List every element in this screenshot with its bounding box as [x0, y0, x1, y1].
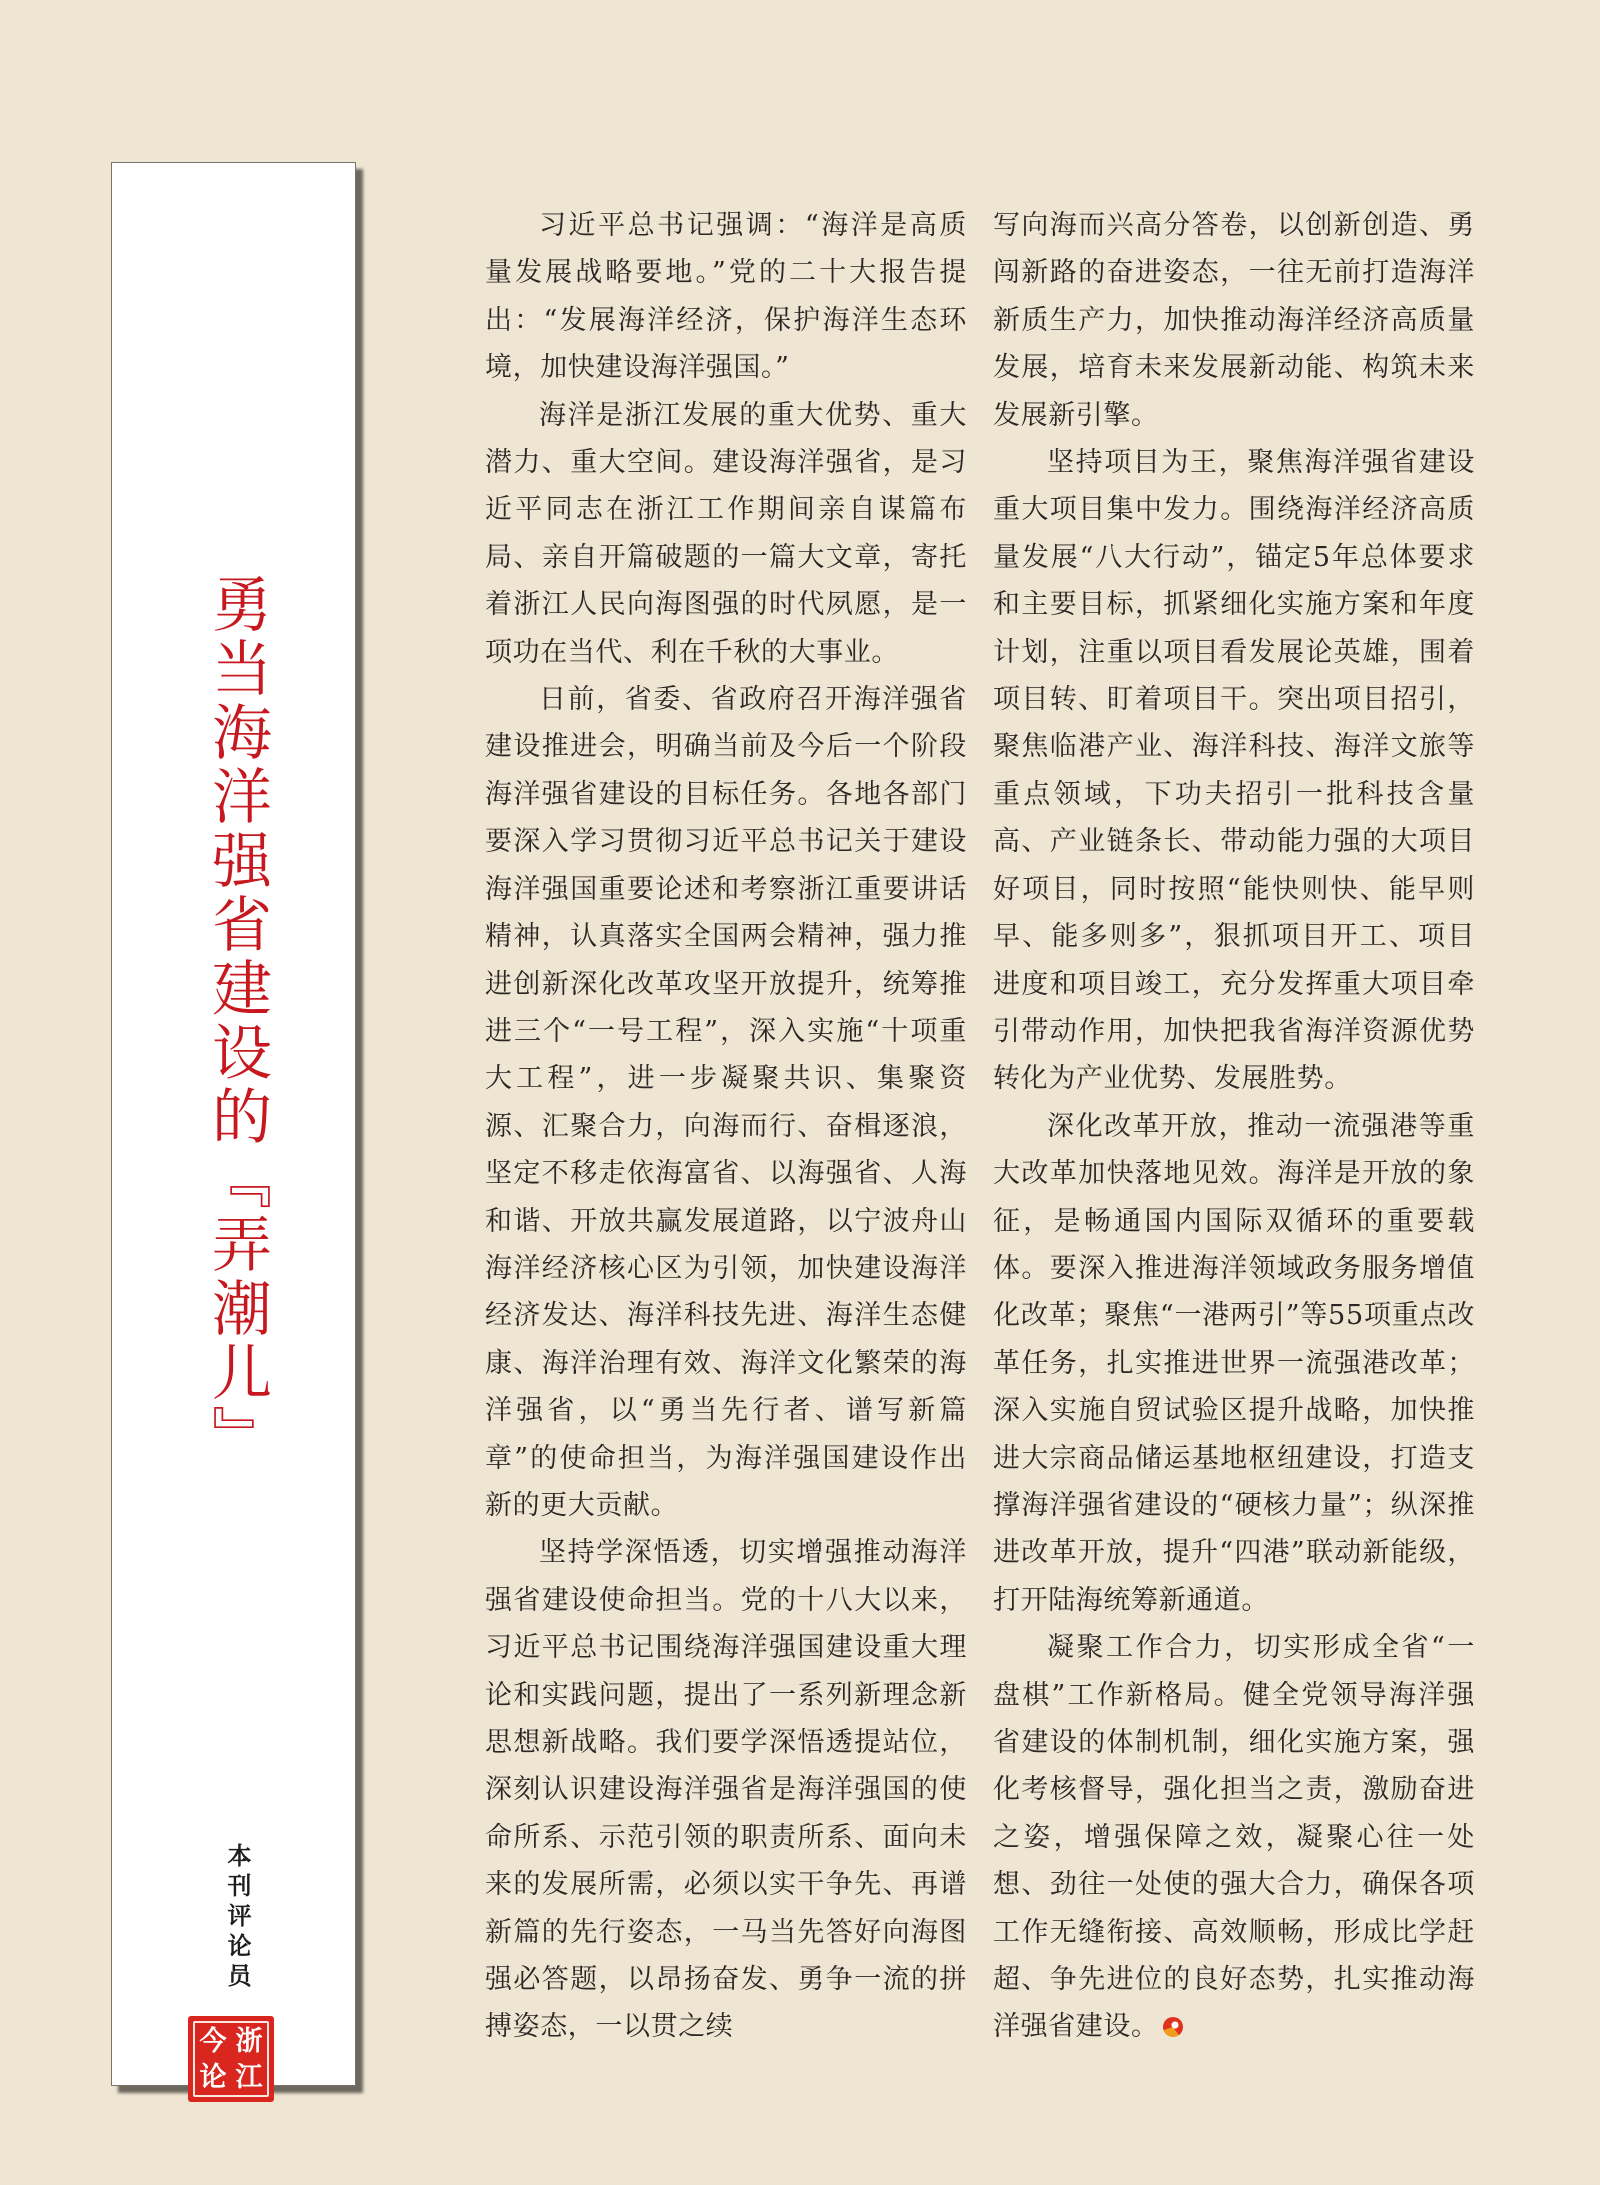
red-seal-stamp — [188, 2016, 274, 2102]
paragraph-continuation: 写向海而兴高分答卷，以创新创造、勇闯新路的奋进姿态，一往无前打造海洋新质生产力，加快推动海洋经济高质量发展，培育未来发展新动能、构筑未来发展新引擎。 — [993, 210, 1475, 431]
paragraph: 坚持学深悟透，切实增强推动海洋强省建设使命担当。党的十八大以来，习近平总书记围绕海洋强国建设重大理论和实践问题，提出了一系列新理念新思想新战略。我们要学深悟透提站位，深刻认识建设海洋强省是海洋强国的使命所系、示范引领的职责所系、面向未来的发展所需，必须以实干争先、再谱新篇的先行姿态，一马当先答好向海图强必答题，以昂扬奋发、勇争一流的拼搏姿态，一以贯之续 — [485, 1537, 967, 2043]
paragraph-text: 凝聚工作合力，切实形成全省“一盘棋”工作新格局。健全党领导海洋强省建设的体制机制，细化实施方案，强化考核督导，强化担当之责，激励奋进之姿，增强保障之效，凝聚心往一处想、劲往一处使的强大合力，确保各项工作无缝衔接、高效顺畅，形成比学赶超、争先进位的良好态势，扎实推动海洋强省建设。 — [993, 1632, 1475, 2043]
article-headline: 勇当海洋强省建设的『弄潮儿』 — [202, 573, 272, 1469]
byline: 本刊评论员 — [223, 1843, 251, 1993]
seal-char: 论 — [199, 2061, 227, 2093]
article-column-left — [485, 202, 967, 2051]
article-column-right — [993, 202, 1475, 2051]
seal-char: 江 — [235, 2061, 263, 2093]
title-panel — [111, 162, 356, 2093]
seal-frame — [193, 2021, 269, 2097]
seal-char: 今 — [199, 2025, 227, 2057]
paragraph-final — [993, 1624, 1475, 2051]
paragraph: 深化改革开放，推动一流强港等重大改革加快落地见效。海洋是开放的象征，是畅通国内国际双循环的重要载体。要深入推进海洋领域政务服务增值化改革；聚焦“一港两引”等55项重点改革任务，扎实推进世界一流强港改革；深入实施自贸试验区提升战略，加快推进大宗商品储运基地枢纽建设，打造支撑海洋强省建设的“硬核力量”；纵深推进改革开放，提升“四港”联动新能级，打开陆海统筹新通道。 — [993, 1110, 1475, 1616]
seal-char: 浙 — [235, 2025, 263, 2057]
paragraph: 日前，省委、省政府召开海洋强省建设推进会，明确当前及今后一个阶段海洋强省建设的目标任务。各地各部门要深入学习贯彻习近平总书记关于建设海洋强国重要论述和考察浙江重要讲话精神，认真落实全国两会精神，强力推进创新深化改革攻坚开放提升，统筹推进三个“一号工程”，深入实施“十项重大工程”，进一步凝聚共识、集聚资源、汇聚合力，向海而行、奋楫逐浪，坚定不移走依海富省、以海强省、人海和谐、开放共赢发展道路，以宁波舟山海洋经济核心区为引领，加快建设海洋经济发达、海洋科技先进、海洋生态健康、海洋治理有效、海洋文化繁荣的海洋强省，以“勇当先行者、谱写新篇章”的使命担当，为海洋强国建设作出新的更大贡献。 — [485, 684, 967, 1521]
circular-logo-icon — [1163, 2017, 1183, 2037]
paragraph: 坚持项目为王，聚焦海洋强省建设重大项目集中发力。围绕海洋经济高质量发展“八大行动”，锚定5年总体要求和主要目标，抓紧细化实施方案和年度计划，注重以项目看发展论英雄，围着项目转、盯着项目干。突出项目招引，聚焦临港产业、海洋科技、海洋文旅等重点领域，下功夫招引一批科技含量高、产业链条长、带动能力强的大项目好项目，同时按照“能快则快、能早则早、能多则多”，狠抓项目开工、项目进度和项目竣工，充分发挥重大项目牵引带动作用，加快把我省海洋资源优势转化为产业优势、发展胜势。 — [993, 447, 1475, 1095]
paragraph: 习近平总书记强调：“海洋是高质量发展战略要地。”党的二十大报告提出：“发展海洋经济，保护海洋生态环境，加快建设海洋强国。” — [485, 210, 967, 384]
paragraph: 海洋是浙江发展的重大优势、重大潜力、重大空间。建设海洋强省，是习近平同志在浙江工作期间亲自谋篇布局、亲自开篇破题的一篇大文章，寄托着浙江人民向海图强的时代夙愿，是一项功在当代、利在千秋的大事业。 — [485, 399, 967, 668]
